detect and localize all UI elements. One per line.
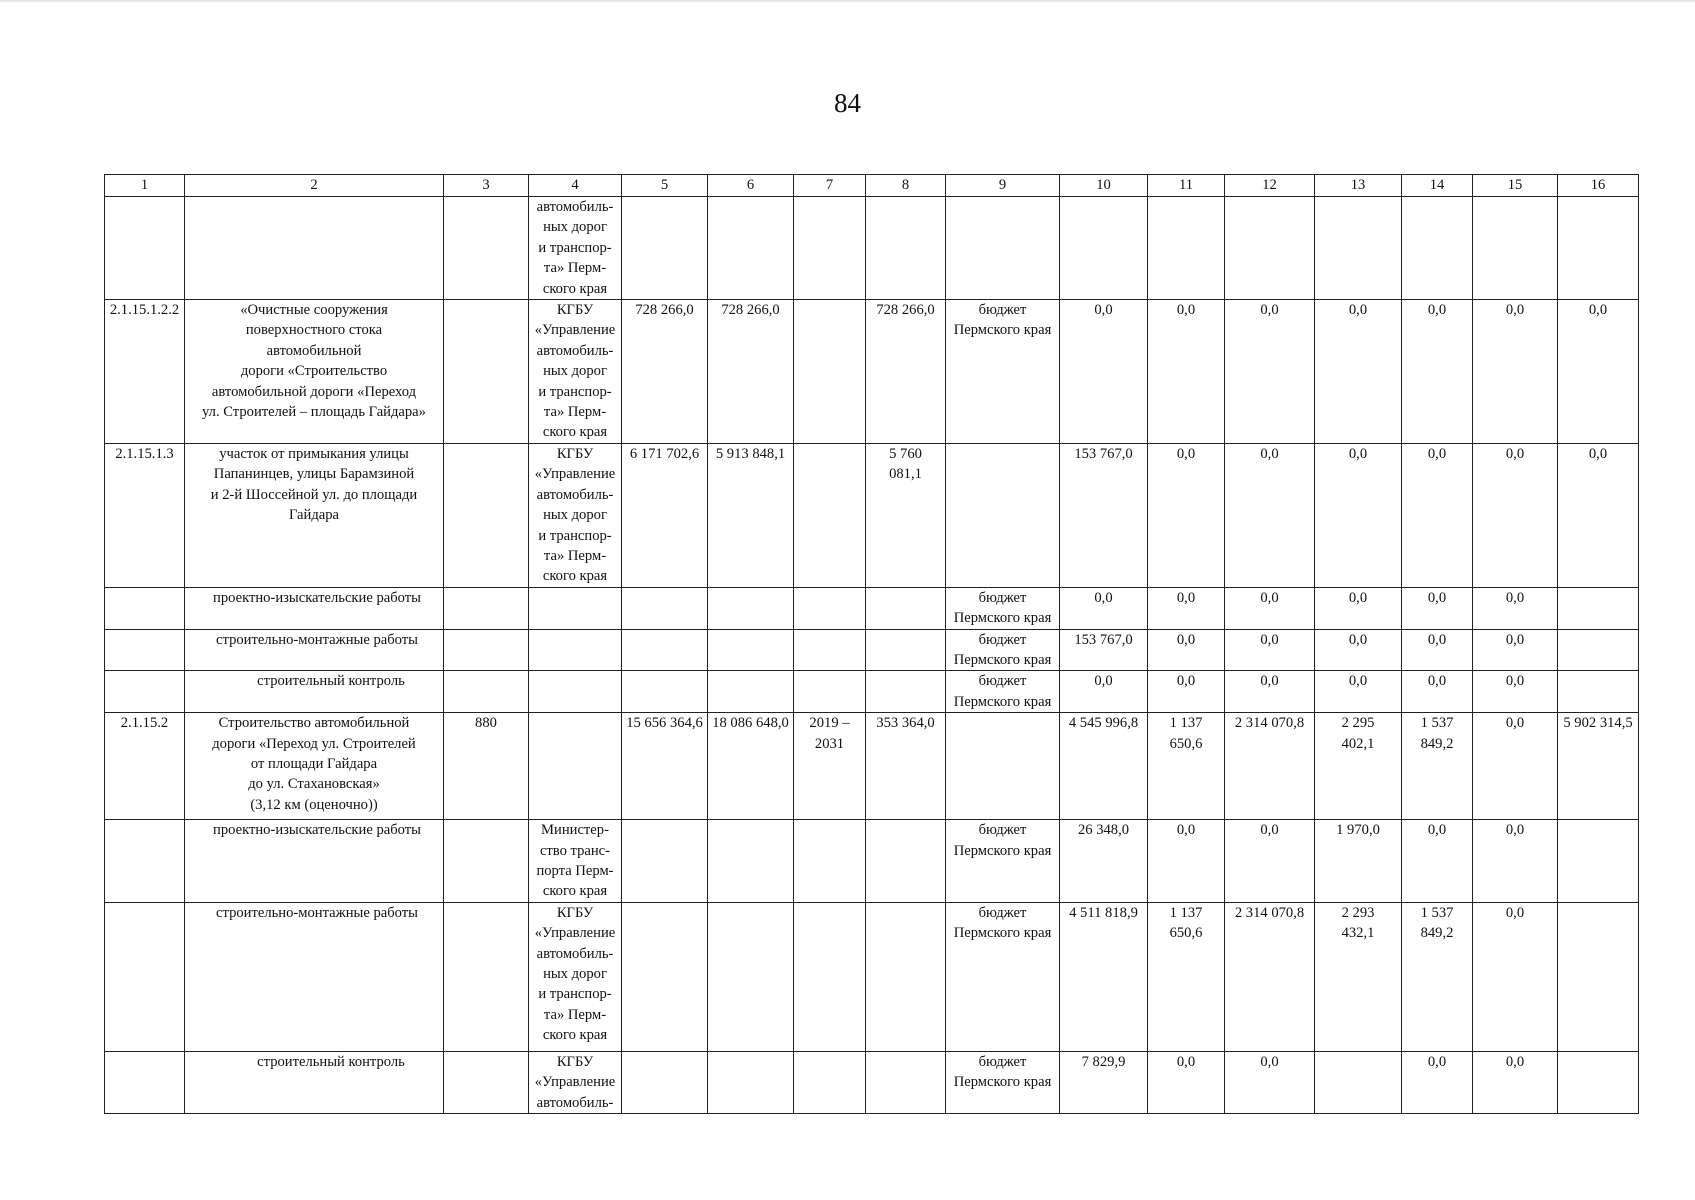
- budget-table: [104, 174, 1639, 1114]
- value-col10: 4 545 996,8: [1060, 713, 1148, 820]
- estimated-cost: [708, 820, 794, 903]
- estimated-cost: 18 086 648,0: [708, 713, 794, 820]
- value-col12: 0,0: [1225, 820, 1315, 903]
- period: [794, 820, 866, 903]
- value-col12: 0,0: [1225, 587, 1315, 629]
- value-col11: 0,0: [1148, 671, 1225, 713]
- table-row: [105, 587, 1639, 629]
- value-col13: 2 295 402,1: [1315, 713, 1402, 820]
- value-col15: [1473, 197, 1558, 300]
- value-col11: 0,0: [1148, 443, 1225, 587]
- value-col16: [1558, 820, 1639, 903]
- funding-source: [946, 197, 1060, 300]
- executor: [529, 587, 622, 629]
- table-row: [105, 443, 1639, 587]
- funding-source: бюджет Пермского края: [946, 902, 1060, 1051]
- item-code: [444, 902, 529, 1051]
- column-number: 16: [1558, 175, 1639, 197]
- estimated-cost: [708, 197, 794, 300]
- value-col14: 0,0: [1402, 820, 1473, 903]
- column-number-row: [105, 175, 1639, 197]
- table-row: [105, 1051, 1639, 1113]
- column-number: 5: [622, 175, 708, 197]
- value-col10: 26 348,0: [1060, 820, 1148, 903]
- value-col14: [1402, 197, 1473, 300]
- estimated-cost: [708, 1051, 794, 1113]
- funding-source: бюджет Пермского края: [946, 1051, 1060, 1113]
- column-number: 7: [794, 175, 866, 197]
- executor: КГБУ «Управление автомобиль- ных дорог и транспор- та» Перм- ского края: [529, 902, 622, 1051]
- period: 2019 – 2031: [794, 713, 866, 820]
- column-number: 15: [1473, 175, 1558, 197]
- value-col15: 0,0: [1473, 443, 1558, 587]
- value-col12: 2 314 070,8: [1225, 713, 1315, 820]
- value-col12: 0,0: [1225, 1051, 1315, 1113]
- value-col11: 1 137 650,6: [1148, 902, 1225, 1051]
- row-number: [105, 587, 185, 629]
- funded-amount: 5 760 081,1: [866, 443, 946, 587]
- row-number: [105, 671, 185, 713]
- column-number: 10: [1060, 175, 1148, 197]
- total-cost: [622, 671, 708, 713]
- funded-amount: 353 364,0: [866, 713, 946, 820]
- column-number: 13: [1315, 175, 1402, 197]
- item-name: участок от примыкания улицы Папанинцев, улицы Барамзиной и 2-й Шоссейной ул. до площади Гайдара: [185, 443, 444, 587]
- item-name: строительно-монтажные работы: [185, 629, 444, 671]
- executor: автомобиль- ных дорог и транспор- та» Перм- ского края: [529, 197, 622, 300]
- value-col13: 0,0: [1315, 587, 1402, 629]
- value-col14: 0,0: [1402, 671, 1473, 713]
- value-col16: [1558, 197, 1639, 300]
- item-code: [444, 820, 529, 903]
- value-col16: [1558, 671, 1639, 713]
- column-number: 3: [444, 175, 529, 197]
- value-col10: [1060, 197, 1148, 300]
- total-cost: 728 266,0: [622, 300, 708, 444]
- funded-amount: [866, 587, 946, 629]
- row-number: [105, 1051, 185, 1113]
- item-code: [444, 671, 529, 713]
- value-col11: [1148, 197, 1225, 300]
- item-code: [444, 443, 529, 587]
- period: [794, 300, 866, 444]
- row-number: 2.1.15.2: [105, 713, 185, 820]
- table-row: [105, 197, 1639, 300]
- value-col10: 153 767,0: [1060, 629, 1148, 671]
- estimated-cost: 5 913 848,1: [708, 443, 794, 587]
- value-col16: [1558, 629, 1639, 671]
- item-name: строительный контроль: [185, 1051, 444, 1113]
- column-number: 12: [1225, 175, 1315, 197]
- row-number: 2.1.15.1.2.2: [105, 300, 185, 444]
- value-col13: 0,0: [1315, 300, 1402, 444]
- value-col13: [1315, 1051, 1402, 1113]
- value-col12: 0,0: [1225, 300, 1315, 444]
- row-number: [105, 820, 185, 903]
- item-code: [444, 300, 529, 444]
- row-number: 2.1.15.1.3: [105, 443, 185, 587]
- value-col16: [1558, 1051, 1639, 1113]
- row-number: [105, 902, 185, 1051]
- value-col16: 0,0: [1558, 300, 1639, 444]
- value-col14: 0,0: [1402, 587, 1473, 629]
- funding-source: бюджет Пермского края: [946, 820, 1060, 903]
- value-col15: 0,0: [1473, 587, 1558, 629]
- value-col11: 0,0: [1148, 300, 1225, 444]
- column-number: 1: [105, 175, 185, 197]
- value-col10: 0,0: [1060, 671, 1148, 713]
- funded-amount: [866, 197, 946, 300]
- item-code: [444, 629, 529, 671]
- funding-source: бюджет Пермского края: [946, 671, 1060, 713]
- period: [794, 902, 866, 1051]
- value-col13: 0,0: [1315, 671, 1402, 713]
- value-col14: 0,0: [1402, 1051, 1473, 1113]
- estimated-cost: [708, 902, 794, 1051]
- value-col14: 0,0: [1402, 629, 1473, 671]
- total-cost: [622, 1051, 708, 1113]
- funded-amount: [866, 902, 946, 1051]
- column-number: 4: [529, 175, 622, 197]
- column-number: 6: [708, 175, 794, 197]
- executor: [529, 629, 622, 671]
- value-col16: [1558, 587, 1639, 629]
- funded-amount: 728 266,0: [866, 300, 946, 444]
- value-col13: 0,0: [1315, 443, 1402, 587]
- funding-source: [946, 713, 1060, 820]
- column-number: 11: [1148, 175, 1225, 197]
- executor: КГБУ «Управление автомобиль-: [529, 1051, 622, 1113]
- executor: [529, 671, 622, 713]
- estimated-cost: 728 266,0: [708, 300, 794, 444]
- value-col11: 0,0: [1148, 1051, 1225, 1113]
- funding-source: бюджет Пермского края: [946, 300, 1060, 444]
- item-code: [444, 587, 529, 629]
- value-col14: 1 537 849,2: [1402, 902, 1473, 1051]
- table-row: [105, 629, 1639, 671]
- value-col13: [1315, 197, 1402, 300]
- total-cost: 15 656 364,6: [622, 713, 708, 820]
- value-col15: 0,0: [1473, 671, 1558, 713]
- funded-amount: [866, 671, 946, 713]
- value-col10: 4 511 818,9: [1060, 902, 1148, 1051]
- value-col14: 1 537 849,2: [1402, 713, 1473, 820]
- item-name: проектно-изыскательские работы: [185, 820, 444, 903]
- item-name: проектно-изыскательские работы: [185, 587, 444, 629]
- value-col12: 0,0: [1225, 671, 1315, 713]
- column-number: 2: [185, 175, 444, 197]
- value-col12: 0,0: [1225, 443, 1315, 587]
- total-cost: [622, 587, 708, 629]
- item-code: [444, 197, 529, 300]
- period: [794, 197, 866, 300]
- funding-source: бюджет Пермского края: [946, 587, 1060, 629]
- executor: Министер- ство транс- порта Перм- ского края: [529, 820, 622, 903]
- table-row: [105, 820, 1639, 903]
- estimated-cost: [708, 629, 794, 671]
- value-col11: 1 137 650,6: [1148, 713, 1225, 820]
- item-code: 880: [444, 713, 529, 820]
- funded-amount: [866, 820, 946, 903]
- value-col10: 153 767,0: [1060, 443, 1148, 587]
- value-col14: 0,0: [1402, 300, 1473, 444]
- value-col16: 0,0: [1558, 443, 1639, 587]
- funding-source: [946, 443, 1060, 587]
- value-col12: [1225, 197, 1315, 300]
- row-number: [105, 629, 185, 671]
- value-col16: 5 902 314,5: [1558, 713, 1639, 820]
- value-col15: 0,0: [1473, 902, 1558, 1051]
- value-col15: 0,0: [1473, 1051, 1558, 1113]
- period: [794, 671, 866, 713]
- value-col15: 0,0: [1473, 629, 1558, 671]
- table-row: [105, 713, 1639, 820]
- total-cost: [622, 197, 708, 300]
- item-code: [444, 1051, 529, 1113]
- value-col13: 2 293 432,1: [1315, 902, 1402, 1051]
- scan-edge-top: [0, 0, 1695, 2]
- item-name: «Очистные сооружения поверхностного стока автомобильной дороги «Строительство автомобильной дороги «Переход ул. Строителей – площадь Гайдара»: [185, 300, 444, 444]
- value-col12: 2 314 070,8: [1225, 902, 1315, 1051]
- table-row: [105, 671, 1639, 713]
- period: [794, 443, 866, 587]
- table-row: [105, 300, 1639, 444]
- value-col11: 0,0: [1148, 629, 1225, 671]
- value-col15: 0,0: [1473, 300, 1558, 444]
- value-col15: 0,0: [1473, 820, 1558, 903]
- period: [794, 629, 866, 671]
- period: [794, 1051, 866, 1113]
- value-col13: 0,0: [1315, 629, 1402, 671]
- estimated-cost: [708, 671, 794, 713]
- funding-source: бюджет Пермского края: [946, 629, 1060, 671]
- value-col10: 0,0: [1060, 300, 1148, 444]
- table-row: [105, 902, 1639, 1051]
- value-col13: 1 970,0: [1315, 820, 1402, 903]
- funded-amount: [866, 629, 946, 671]
- value-col11: 0,0: [1148, 587, 1225, 629]
- value-col11: 0,0: [1148, 820, 1225, 903]
- column-number: 8: [866, 175, 946, 197]
- value-col14: 0,0: [1402, 443, 1473, 587]
- value-col10: 0,0: [1060, 587, 1148, 629]
- column-number: 9: [946, 175, 1060, 197]
- executor: КГБУ «Управление автомобиль- ных дорог и транспор- та» Перм- ского края: [529, 300, 622, 444]
- row-number: [105, 197, 185, 300]
- total-cost: [622, 902, 708, 1051]
- item-name: Строительство автомобильной дороги «Переход ул. Строителей от площади Гайдара до ул. Стахановская» (3,12 км (оценочно)): [185, 713, 444, 820]
- period: [794, 587, 866, 629]
- value-col16: [1558, 902, 1639, 1051]
- executor: КГБУ «Управление автомобиль- ных дорог и транспор- та» Перм- ского края: [529, 443, 622, 587]
- executor: [529, 713, 622, 820]
- total-cost: [622, 629, 708, 671]
- value-col15: 0,0: [1473, 713, 1558, 820]
- funded-amount: [866, 1051, 946, 1113]
- total-cost: 6 171 702,6: [622, 443, 708, 587]
- column-number: 14: [1402, 175, 1473, 197]
- item-name: строительно-монтажные работы: [185, 902, 444, 1051]
- estimated-cost: [708, 587, 794, 629]
- item-name: [185, 197, 444, 300]
- page-number: 84: [834, 88, 861, 118]
- total-cost: [622, 820, 708, 903]
- value-col12: 0,0: [1225, 629, 1315, 671]
- item-name: строительный контроль: [185, 671, 444, 713]
- value-col10: 7 829,9: [1060, 1051, 1148, 1113]
